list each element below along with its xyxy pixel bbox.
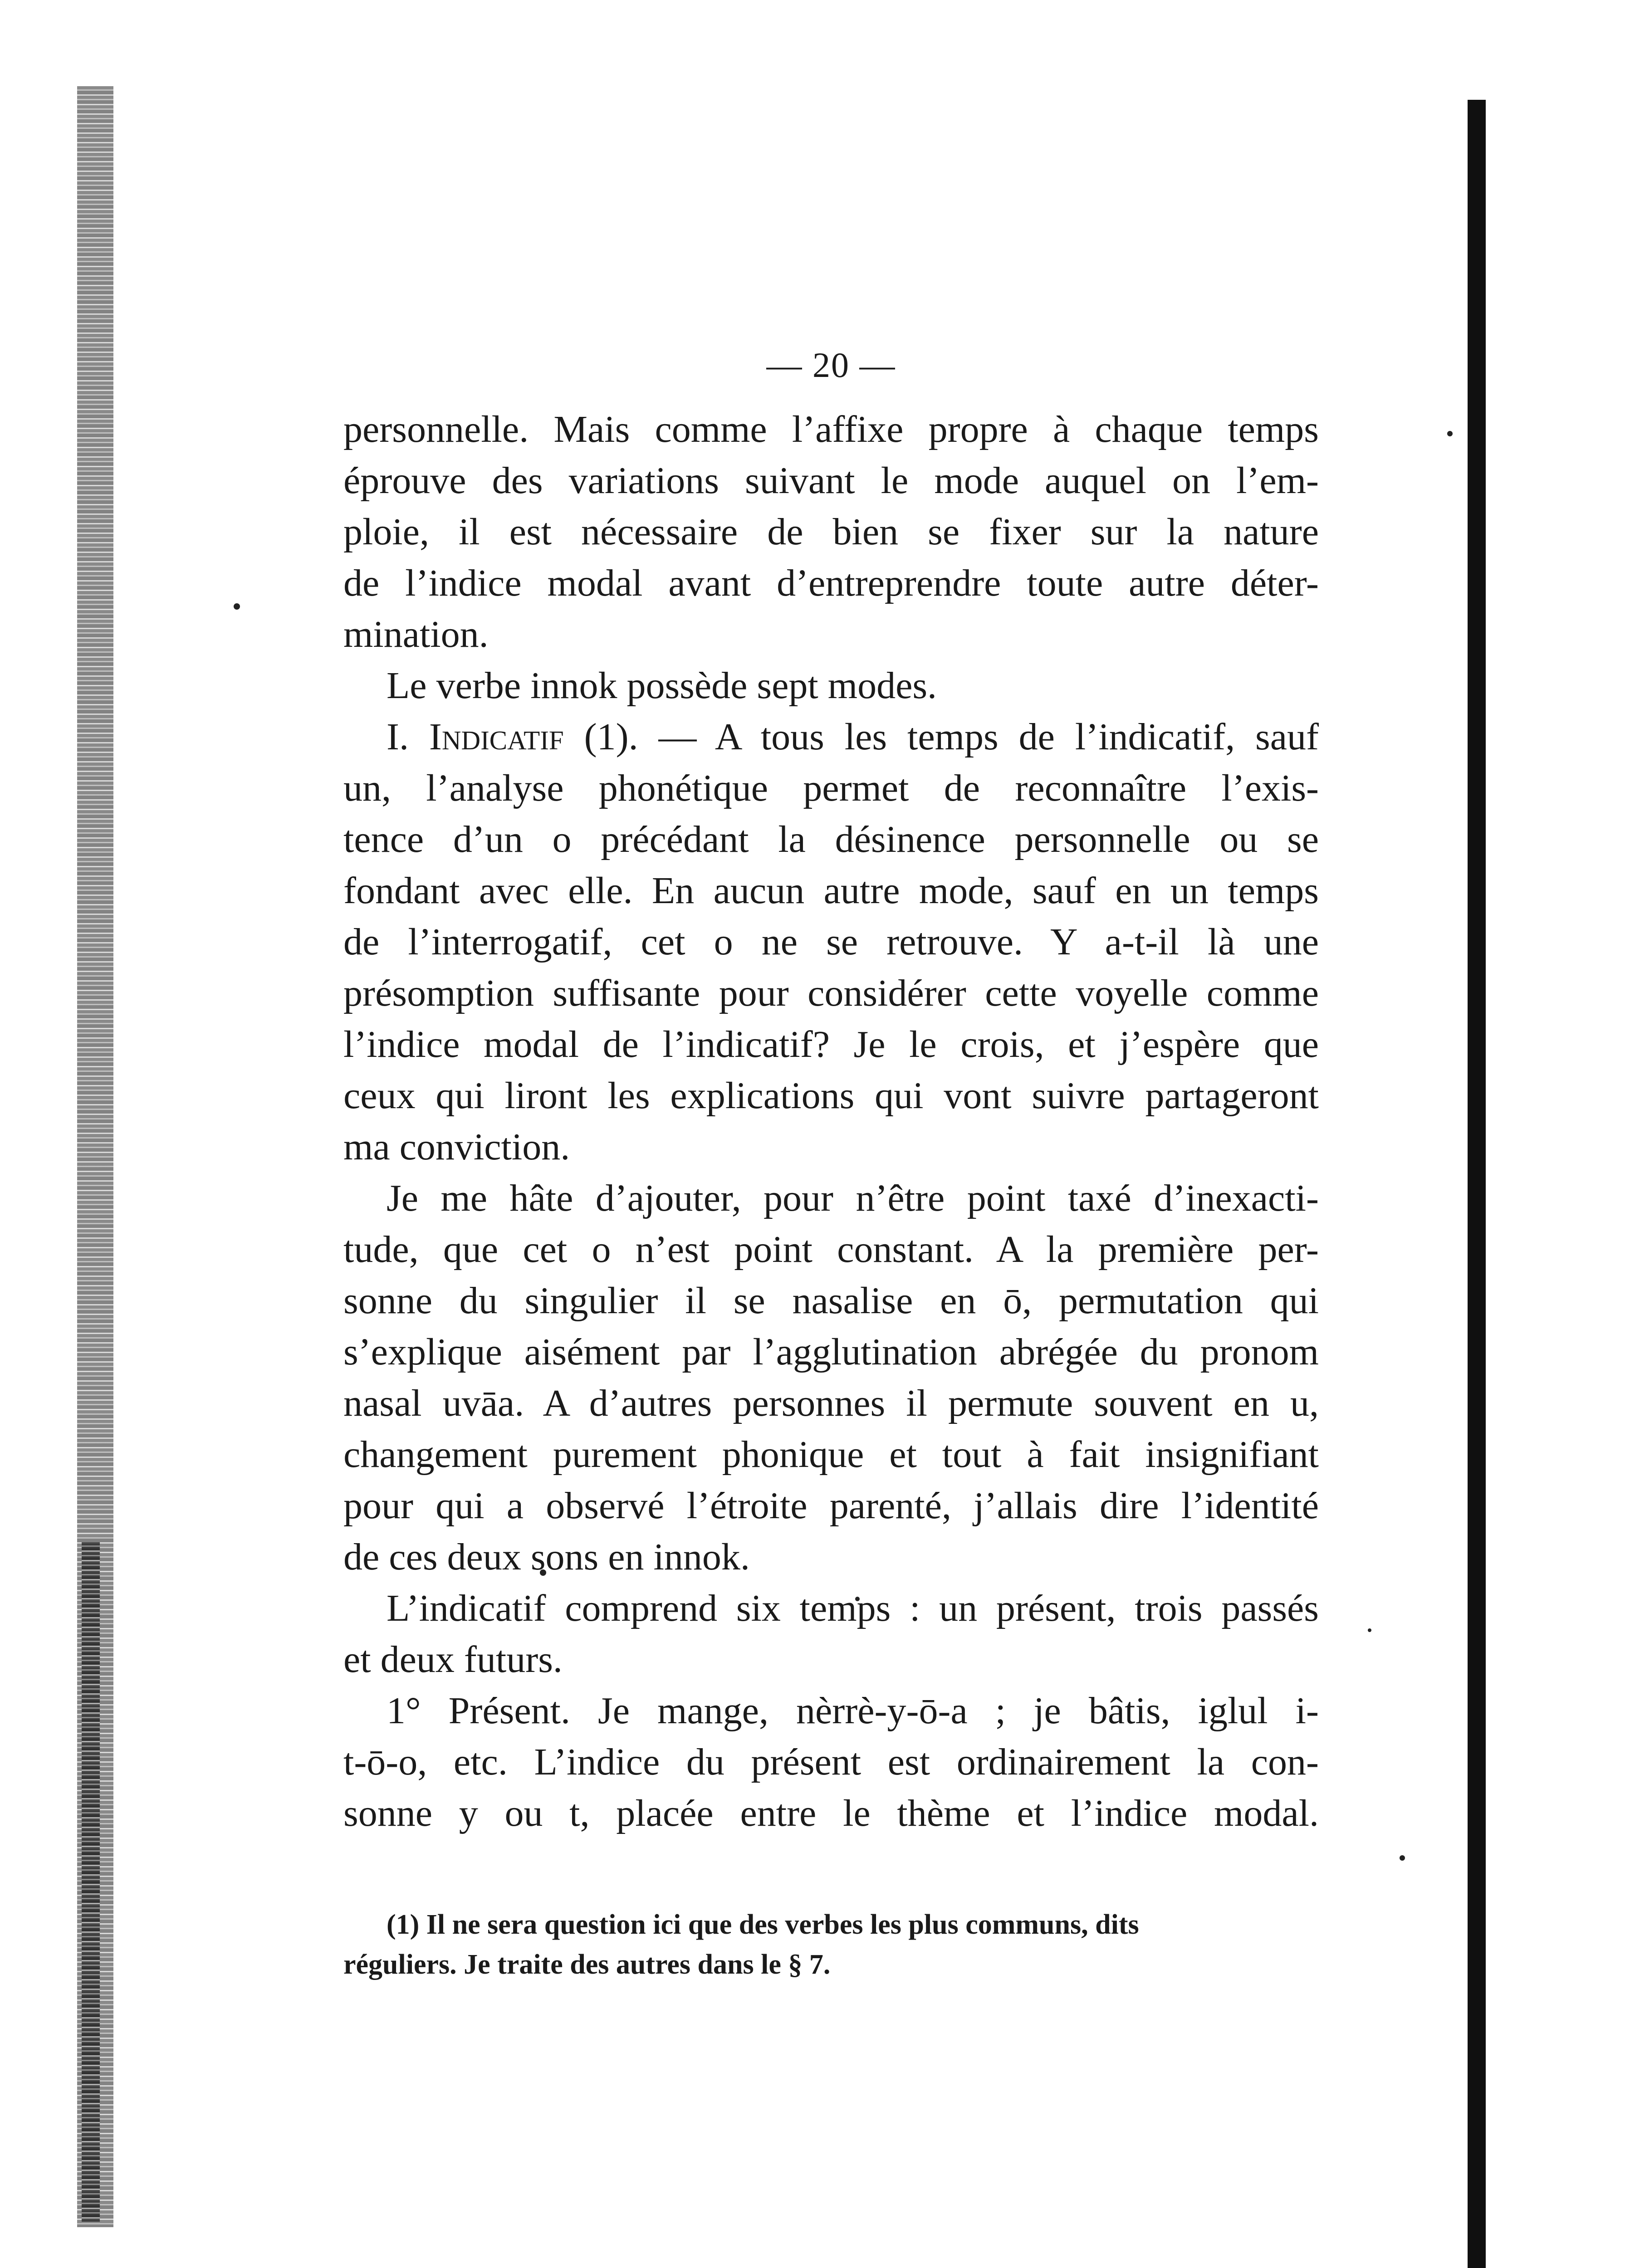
- text-line: changement purement phonique et tout à fait insignifiant: [343, 1433, 1319, 1476]
- text-line: [343, 711, 1319, 763]
- text-line: et deux futurs.: [343, 1638, 563, 1681]
- footnote-line: réguliers. Je traite des autres dans le § 7.: [343, 1949, 831, 1980]
- text-line: tude, que cet o n’est point constant. A la première per-: [343, 1228, 1319, 1271]
- section-number: I.: [387, 716, 429, 758]
- text-line: L’indicatif comprend six temps : un présent, trois passés: [387, 1587, 1319, 1629]
- text-line: Le verbe innok possède sept modes.: [387, 665, 937, 707]
- text-line: s’explique aisément par l’agglutination abrégée du pronom: [343, 1331, 1319, 1373]
- text-line: de ces deux sons en innok.: [343, 1536, 750, 1578]
- text-line: Je me hâte d’ajouter, pour n’être point taxé d’inexacti-: [387, 1177, 1319, 1219]
- text-line: présomption suffisante pour considérer cette voyelle comme: [343, 972, 1319, 1014]
- scan-speck: [1368, 1628, 1371, 1632]
- text-line: ploie, il est nécessaire de bien se fixer sur la nature: [343, 511, 1319, 553]
- scan-speck: [234, 603, 240, 610]
- footnote-line: (1) Il ne sera question ici que des verbes les plus communs, dits: [387, 1909, 1139, 1940]
- paragraph-5: [343, 1583, 1319, 1685]
- text-run: (1). — A tous les temps de l’indicatif, sauf: [584, 716, 1319, 758]
- page-number: — 20 —: [766, 345, 896, 385]
- text-line: fondant avec elle. En aucun autre mode, sauf en un temps: [343, 870, 1319, 912]
- paragraph-2: [343, 660, 1319, 711]
- footnote: [343, 1905, 1319, 1984]
- text-line: de l’interrogatif, cet o ne se retrouve. Y a-t-il là une: [343, 921, 1319, 963]
- text-line: pour qui a observé l’étroite parenté, j’allais dire l’identité: [343, 1485, 1319, 1527]
- text-line: nasal uvāa. A d’autres personnes il permute souvent en u,: [343, 1382, 1319, 1424]
- paragraph-3: [343, 711, 1319, 1173]
- paragraph-4: [343, 1173, 1319, 1583]
- paragraph-1: [343, 404, 1319, 660]
- text-line: sonne du singulier il se nasalise en ō, permutation qui: [343, 1280, 1319, 1322]
- scan-left-edge-dark: [82, 1542, 100, 2223]
- text-line: ceux qui liront les explications qui vont suivre partageront: [343, 1075, 1319, 1117]
- text-line: tence d’un o précédant la désinence personnelle ou se: [343, 818, 1319, 860]
- book-page: [343, 345, 1319, 1984]
- text-line: ma conviction.: [343, 1126, 570, 1168]
- text-line: personnelle. Mais comme l’affixe propre à chaque temps: [343, 408, 1319, 450]
- scan-speck: [1447, 431, 1453, 436]
- text-line: sonne y ou t, placée entre le thème et l’indice modal.: [343, 1792, 1319, 1834]
- section-heading: Indicatif: [429, 716, 564, 758]
- scan-speck: [1400, 1855, 1405, 1861]
- paragraph-6: [343, 1685, 1319, 1839]
- text-line: 1° Présent. Je mange, nèrrè-y-ō-a ; je bâtis, iglul i-: [387, 1690, 1319, 1732]
- scan-right-edge: [1468, 100, 1486, 2268]
- text-line: un, l’analyse phonétique permet de reconnaître l’exis-: [343, 767, 1319, 809]
- text-line: de l’indice modal avant d’entreprendre toute autre déter-: [343, 562, 1319, 604]
- text-line: l’indice modal de l’indicatif? Je le crois, et j’espère que: [343, 1023, 1319, 1066]
- text-line: t-ō-o, etc. L’indice du présent est ordinairement la con-: [343, 1741, 1319, 1783]
- text-line: éprouve des variations suivant le mode auquel on l’em-: [343, 459, 1319, 502]
- text-line: mination.: [343, 613, 489, 655]
